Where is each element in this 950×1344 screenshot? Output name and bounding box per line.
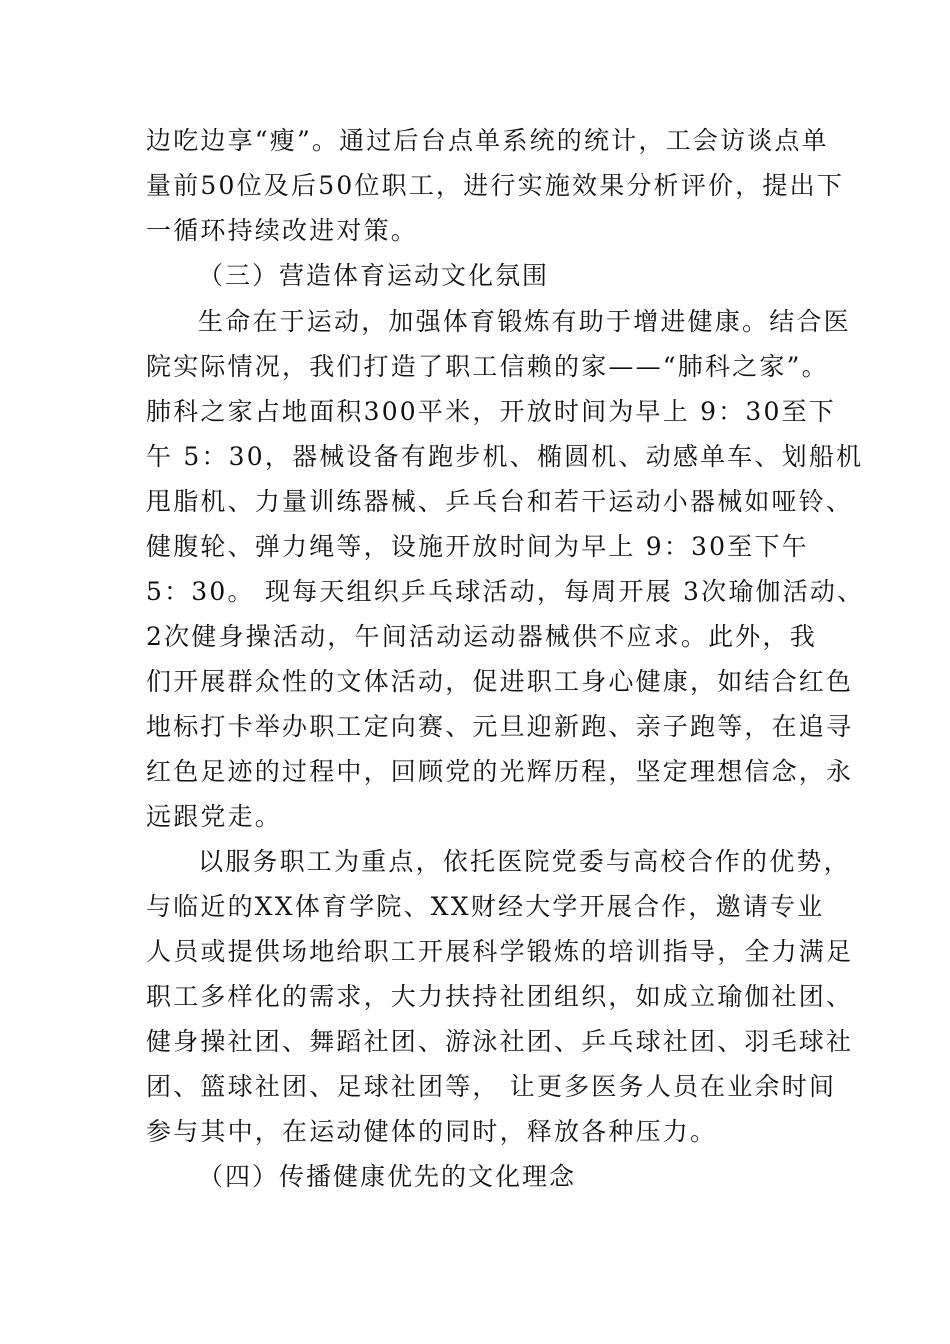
paragraph-line: 甩脂机、力量训练器械、乒乓台和若干运动小器械如哑铃、 — [146, 487, 854, 516]
paragraph-line: 参与其中，在运动健体的同时，释放各种压力。 — [146, 1117, 718, 1146]
section-heading-four: （四）传播健康优先的文化理念 — [198, 1162, 577, 1191]
paragraph-line: 职工多样化的需求，大力扶持社团组织，如成立瑜伽社团、 — [146, 982, 854, 1011]
paragraph-line: 2次健身操活动，午间活动运动器械供不应求。此外，我 — [146, 622, 817, 651]
paragraph-line: 肺科之家占地面积300平米，开放时间为早上 9：30至下 — [146, 397, 836, 426]
paragraph-line: 与临近的XX体育学院、XX财经大学开展合作，邀请专业 — [146, 892, 825, 921]
paragraph-line: 量前50位及后50位职工，进行实施效果分析评价，提出下 — [146, 171, 845, 200]
paragraph-line: 以服务职工为重点，依托医院党委与高校合作的优势， — [198, 847, 851, 876]
paragraph-line: 5：30。 现每天组织乒乓球活动，每周开展 3次瑜伽活动、 — [146, 577, 865, 606]
paragraph-line: 们开展群众性的文体活动，促进职工身心健康，如结合红色 — [146, 667, 854, 696]
paragraph-line: 院实际情况，我们打造了职工信赖的家——“肺科之家”。 — [146, 352, 829, 381]
paragraph-line: 健腹轮、弹力绳等，设施开放时间为早上 9：30至下午 — [146, 532, 809, 561]
paragraph-line: 边吃边享“瘦”。通过后台点单系统的统计，工会访谈点单 — [146, 126, 829, 155]
paragraph-line: 远跟党走。 — [146, 802, 283, 831]
paragraph-line: 生命在于运动，加强体育锻炼有助于增进健康。结合医 — [198, 307, 851, 336]
paragraph-line: 团、篮球社团、足球社团等， 让更多医务人员在业余时间 — [146, 1072, 837, 1101]
paragraph-line: 红色足迹的过程中，回顾党的光辉历程，坚定理想信念，永 — [146, 757, 854, 786]
section-heading-three: （三）营造体育运动文化氛围 — [198, 261, 550, 290]
paragraph-line: 健身操社团、舞蹈社团、游泳社团、乒乓球社团、羽毛球社 — [146, 1027, 854, 1056]
paragraph-line: 人员或提供场地给职工开展科学锻炼的培训指导，全力满足 — [146, 937, 854, 966]
paragraph-line: 一循环持续改进对策。 — [146, 216, 419, 245]
paragraph-line: 地标打卡举办职工定向赛、元旦迎新跑、亲子跑等，在追寻 — [146, 712, 854, 741]
paragraph-line: 午 5：30，器械设备有跑步机、椭圆机、动感单车、划船机 — [146, 442, 864, 471]
